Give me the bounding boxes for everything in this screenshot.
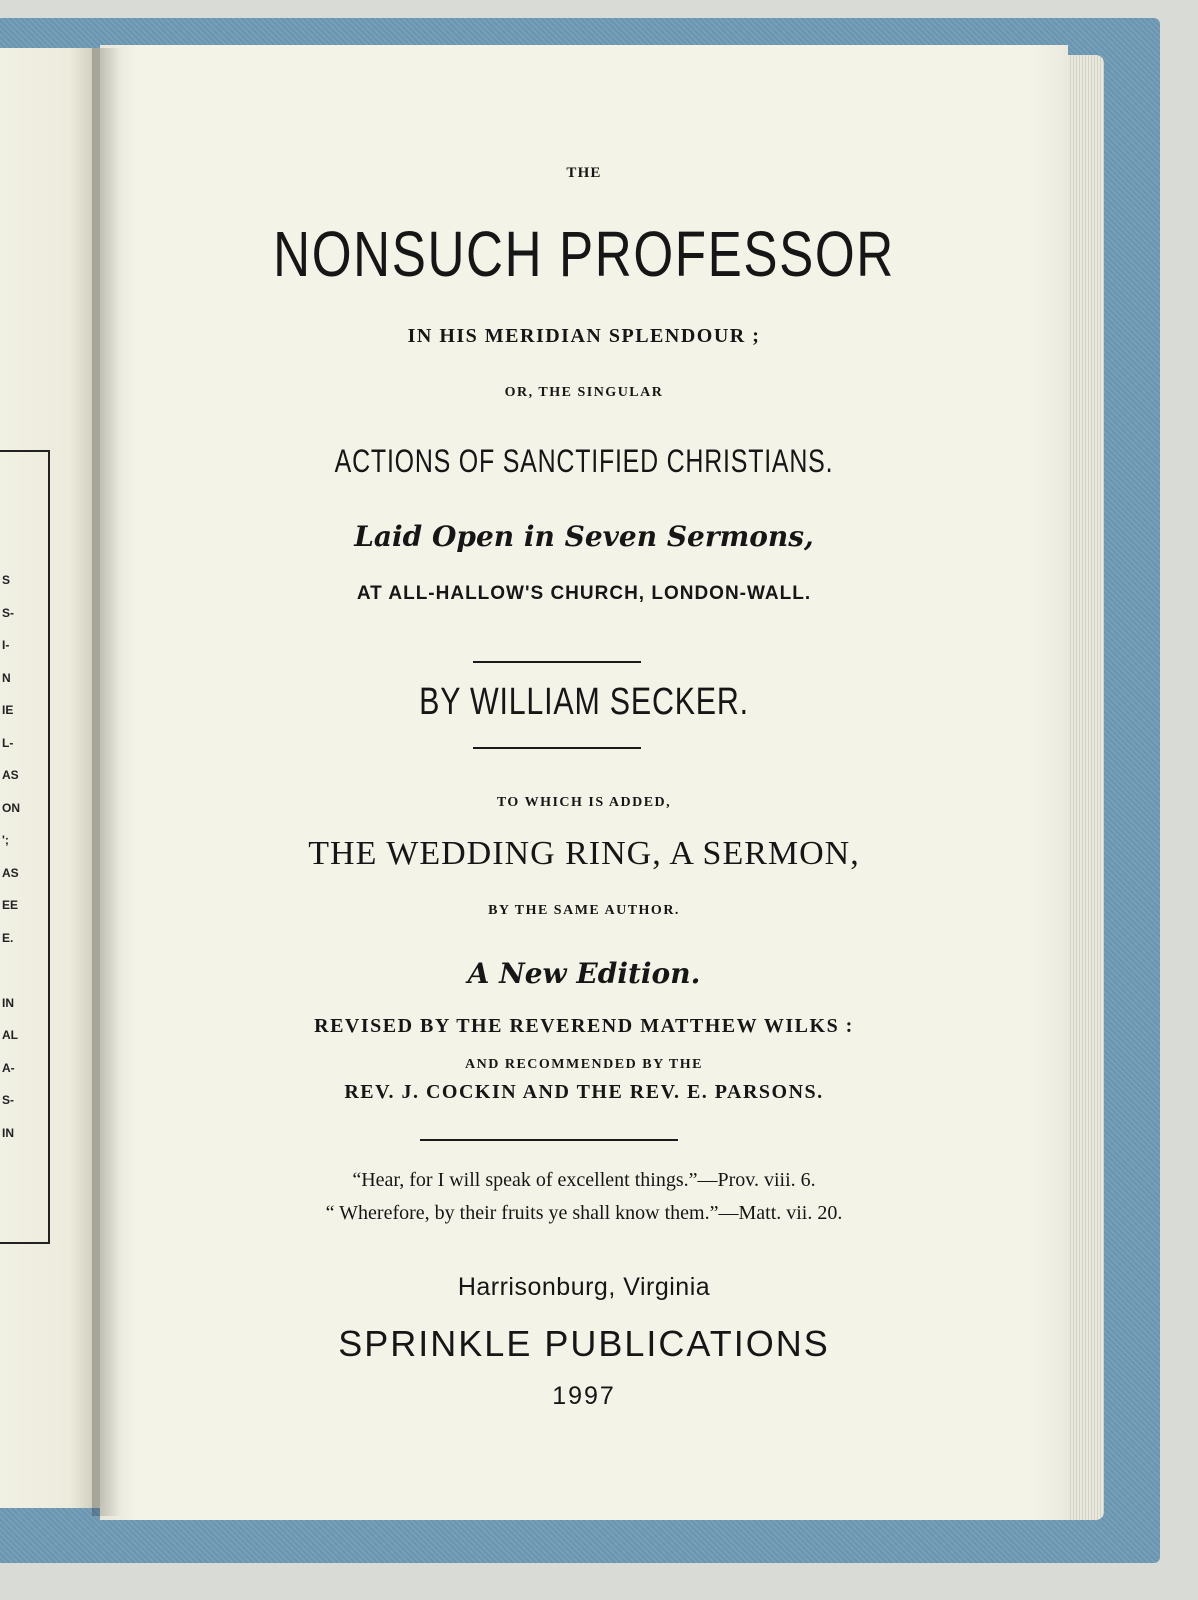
- quote-proverbs: “Hear, for I will speak of excellent things.”—Prov. viii. 6.: [352, 1169, 816, 1191]
- subtitle-meridian: IN HIS MERIDIAN SPLENDOUR ;: [407, 325, 761, 347]
- fragment: S-: [2, 605, 14, 620]
- fragment: [2, 954, 42, 987]
- fragment: ON: [2, 800, 20, 815]
- fragment: N: [2, 670, 11, 685]
- fragment: L-: [2, 735, 14, 750]
- new-edition: A New Edition.: [467, 957, 701, 990]
- page-edges: [1062, 55, 1104, 1520]
- wedding-ring-title: THE WEDDING RING, A SERMON,: [308, 835, 860, 872]
- title-page: [100, 45, 1068, 1520]
- recommended-by: AND RECOMMENDED BY THE: [465, 1057, 703, 1072]
- fragment: IN: [2, 1125, 14, 1140]
- rule-bottom: [473, 747, 641, 749]
- gutter-shadow: [92, 48, 122, 1516]
- fragment: IN: [2, 995, 14, 1010]
- author-line: BY WILLIAM SECKER.: [419, 681, 749, 723]
- church-location: AT ALL-HALLOW'S CHURCH, LONDON-WALL.: [356, 583, 812, 604]
- sermons-line: Laid Open in Seven Sermons,: [354, 520, 814, 553]
- quote-matthew: “ Wherefore, by their fruits ye shall know them.”—Matt. vii. 20.: [325, 1202, 843, 1224]
- previous-page-text-box: [0, 450, 50, 1244]
- publication-year: 1997: [552, 1382, 616, 1410]
- subtitle-actions: ACTIONS OF SANCTIFIED CHRISTIANS.: [334, 443, 834, 479]
- rule-top: [473, 661, 641, 663]
- added-line: TO WHICH IS ADDED,: [496, 795, 672, 810]
- fragment: AL: [2, 1028, 18, 1042]
- fragment: S-: [2, 1093, 14, 1107]
- fragment: ';: [2, 833, 9, 847]
- publisher-city: Harrisonburg, Virginia: [457, 1273, 711, 1301]
- revised-by: REVISED BY THE REVEREND MATTHEW WILKS :: [314, 1015, 854, 1037]
- fragment: S: [2, 573, 11, 587]
- fragment: EE: [2, 898, 19, 912]
- main-title: NONSUCH PROFESSOR: [273, 218, 895, 290]
- fragment: IE: [2, 703, 14, 717]
- fragment: AS: [2, 768, 19, 782]
- publisher-name: SPRINKLE PUBLICATIONS: [338, 1323, 830, 1364]
- fragment: A-: [2, 1060, 15, 1075]
- fragment: I-: [2, 638, 10, 652]
- fragment: AS: [2, 865, 19, 880]
- title-article: THE: [566, 165, 602, 181]
- rule-quote: [420, 1139, 678, 1141]
- previous-page-text-fragments: [2, 564, 42, 1149]
- same-author-line: BY THE SAME AUTHOR.: [488, 903, 680, 918]
- previous-page: [0, 48, 100, 1508]
- fragment: E.: [2, 930, 14, 945]
- reverends: REV. J. COCKIN AND THE REV. E. PARSONS.: [344, 1081, 824, 1103]
- subtitle-singular: OR, THE SINGULAR: [504, 385, 664, 400]
